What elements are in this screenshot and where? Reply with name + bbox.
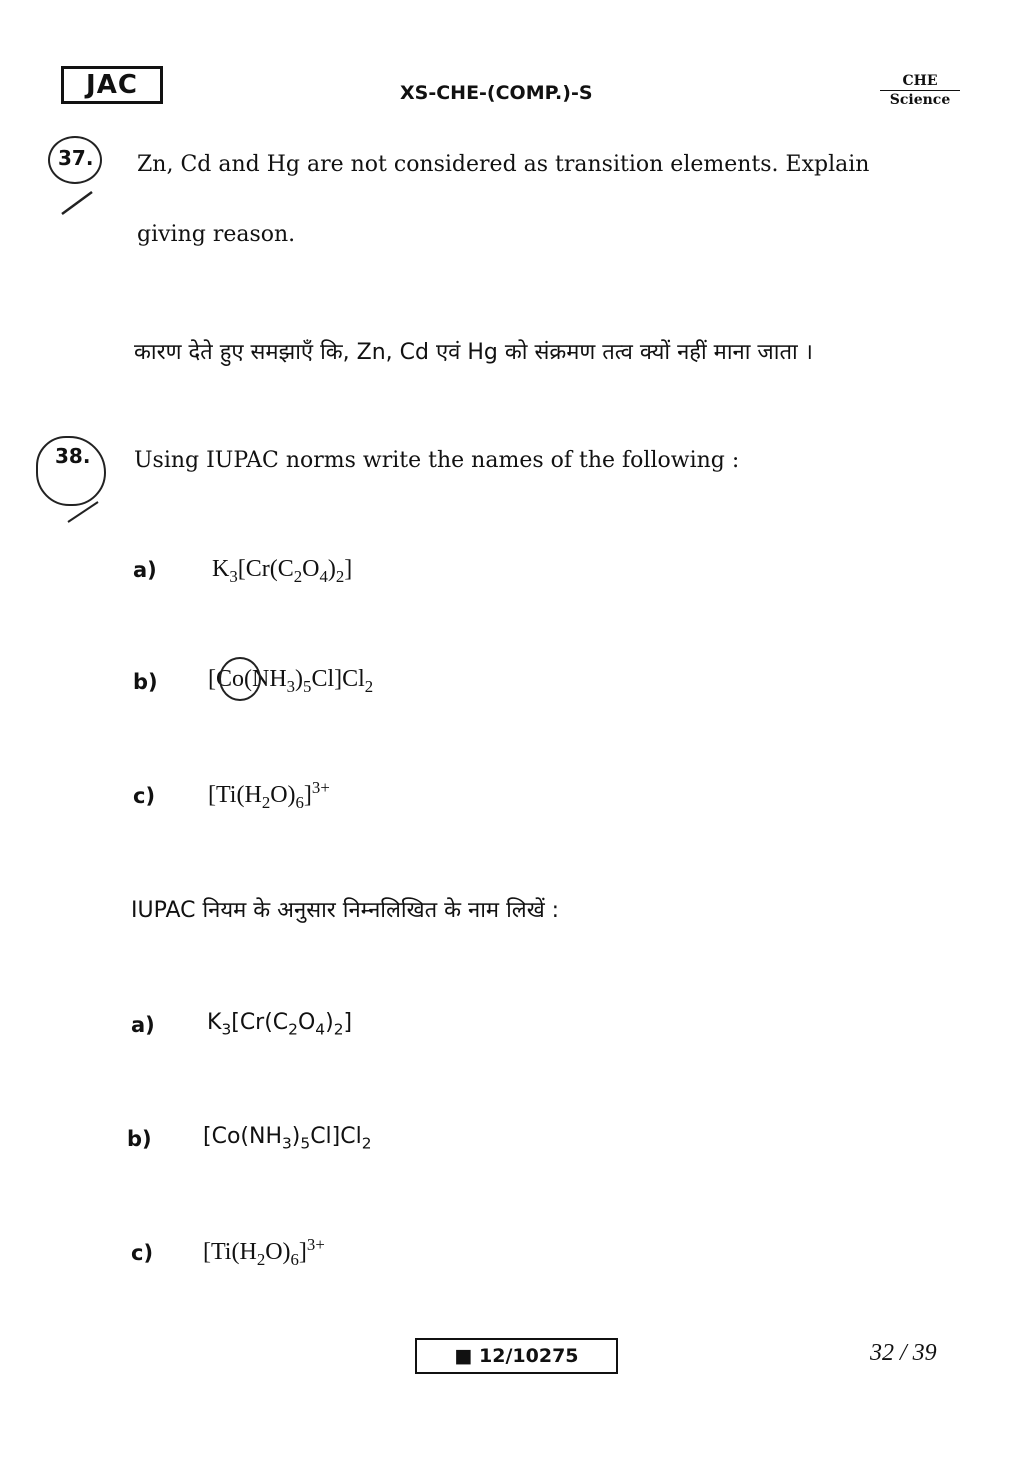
formula-b-hindi: $[Co(NH_3)_5Cl]Cl_2$ bbox=[203, 1124, 372, 1153]
formula-c-hindi: $[Ti(H_2O)_6]^{3+}$ bbox=[203, 1235, 325, 1269]
booklet-code: ■ 12/10275 bbox=[415, 1338, 618, 1374]
tick-mark-icon bbox=[56, 188, 96, 218]
question-38-hindi-prompt: IUPAC नियम के अनुसार निम्नलिखित के नाम लिखें : bbox=[131, 898, 560, 923]
question-37-english-line2: giving reason. bbox=[137, 222, 296, 247]
question-37-number: 37. bbox=[58, 146, 94, 170]
option-c-label-hindi: c) bbox=[131, 1241, 154, 1265]
question-37-hindi: कारण देते हुए समझाएँ कि, Zn, Cd एवं Hg को संक्रमण तत्व क्यों नहीं माना जाता । bbox=[134, 340, 814, 365]
question-38-english-prompt: Using IUPAC norms write the names of the following : bbox=[134, 448, 740, 473]
option-c-label: c) bbox=[133, 784, 156, 808]
question-37-english-line1: Zn, Cd and Hg are not considered as transition elements. Explain bbox=[137, 152, 870, 177]
question-38-number: 38. bbox=[55, 444, 91, 468]
formula-b-annotation-circle bbox=[219, 657, 261, 701]
formula-a: $K_3[Cr(C_2O_4)_2]$ bbox=[212, 556, 353, 586]
board-logo: JAC bbox=[61, 66, 163, 104]
paper-code: XS-CHE-(COMP.)-S bbox=[400, 82, 593, 104]
formula-b: $[Co(NH_3)_5Cl]Cl_2$ bbox=[208, 666, 374, 696]
subject-label bbox=[880, 72, 960, 109]
option-a-label-hindi: a) bbox=[131, 1013, 155, 1037]
option-b-label-hindi: b) bbox=[127, 1127, 152, 1151]
tick-mark-icon bbox=[64, 498, 104, 526]
option-b-label: b) bbox=[133, 670, 158, 694]
formula-c: $[Ti(H_2O)_6]^{3+}$ bbox=[208, 778, 330, 812]
subject-bottom: Science bbox=[889, 92, 951, 108]
page-number: 32 / 39 bbox=[870, 1340, 937, 1366]
subject-top: CHE bbox=[880, 72, 960, 91]
formula-a-hindi: $K_3[Cr(C_2O_4)_2]$ bbox=[207, 1010, 353, 1039]
option-a-label: a) bbox=[133, 558, 157, 582]
